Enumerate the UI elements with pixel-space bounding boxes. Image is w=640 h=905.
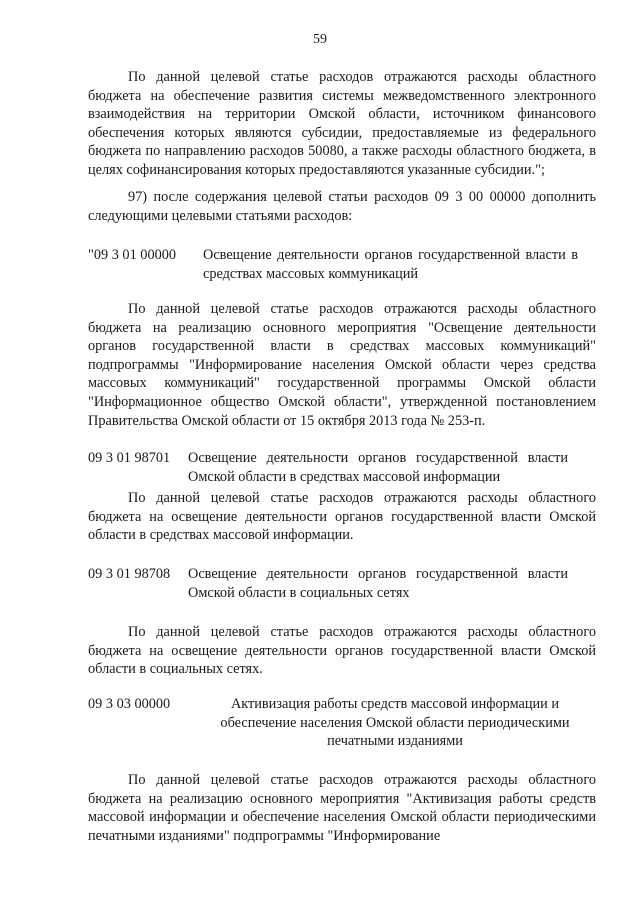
article-title-1: Освещение деятельности органов государственной власти в средствах массовых коммуникаций [203,247,578,282]
article-code-2: 09 3 01 98701 [88,450,171,466]
article-code-3: 09 3 01 98708 [88,566,171,582]
paragraph-2: 97) после содержания целевой статьи расходов 09 3 00 00000 дополнить следующими целевыми статьями расходов: [88,189,596,224]
paragraph-4: По данной целевой статье расходов отражаются расходы областного бюджета на освещение деятельности органов государственной власти Омской области в средствах массовой информации. [88,490,596,544]
paragraph-3: По данной целевой статье расходов отражаются расходы областного бюджета на реализацию основного мероприятия "Освещение деятельности органов государственной власти в средствах массовых коммуникаций" подпрограммы "Информирование населения Омской области через средства массовых коммуникаций" государственной программы Омской области "Информационное общество Омской области", утвержденной постановлением Правительства Омской области от 15 октября 2013 года № 253-п. [88,301,596,429]
article-title-4: Активизация работы средств массовой информации и обеспечение населения Омской области периодическими печатными изданиями [220,696,570,750]
paragraph-1: По данной целевой статье расходов отражаются расходы областного бюджета на обеспечение развития системы межведомственного электронного взаимодействия на территории Омской области, источником финансового обеспечения которых являются субсидии, предоставляемые из федерального бюджета по направлению расходов 50080, а также расходы областного бюджета, в целях софинансирования которых предоставляются указанные субсидии."; [88,69,596,178]
page-number: 59 [313,32,327,47]
article-title-2: Освещение деятельности органов государственной власти Омской области в средствах массовой информации [188,450,568,485]
article-title-3: Освещение деятельности органов государственной власти Омской области в социальных сетях [188,566,568,601]
paragraph-6: По данной целевой статье расходов отражаются расходы областного бюджета на реализацию основного мероприятия "Активизация работы средств массовой информации и обеспечение населения Омской области периодическими печатными изданиями" подпрограммы "Информирование [88,772,596,844]
paragraph-5: По данной целевой статье расходов отражаются расходы областного бюджета на освещение деятельности органов государственной власти Омской области в социальных сетях. [88,624,596,678]
article-code-1: "09 3 01 00000 [88,247,177,263]
article-code-4: 09 3 03 00000 [88,696,171,712]
